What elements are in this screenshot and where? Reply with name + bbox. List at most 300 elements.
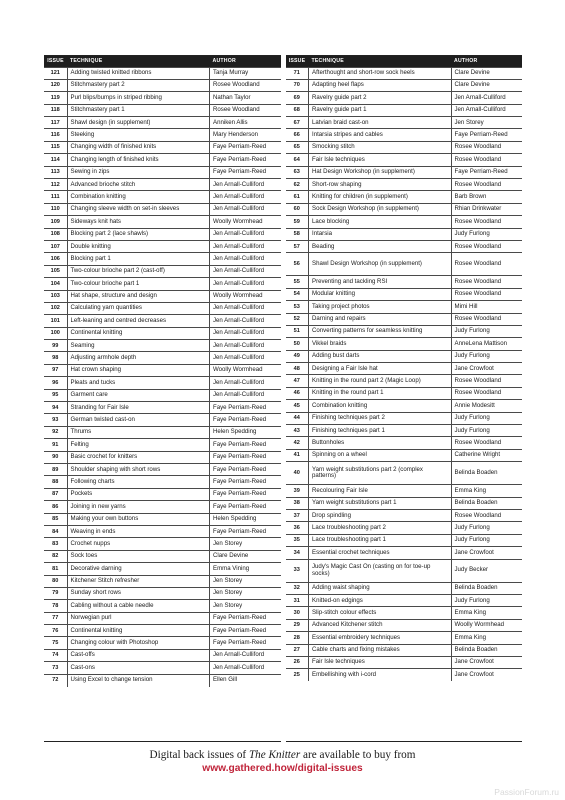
issue-number: 34	[286, 547, 309, 559]
issue-number: 58	[286, 228, 309, 240]
technique-name: Cabling without a cable needle	[67, 600, 210, 612]
issue-header: ISSUE	[288, 58, 306, 65]
table-row	[44, 364, 281, 376]
table-row	[286, 497, 523, 509]
technique-name: Modular knitting	[309, 288, 452, 300]
author-name: Nathan Taylor	[210, 92, 281, 104]
technique-name: Darning and repairs	[309, 313, 452, 325]
technique-name: Purl blips/bumps in striped ribbing	[67, 92, 210, 104]
table-row	[286, 338, 523, 350]
author-name: Judy Furlong	[451, 228, 522, 240]
table-row	[286, 117, 523, 129]
table-row	[286, 387, 523, 399]
right-table-body	[286, 67, 523, 681]
issue-number: 112	[44, 179, 67, 191]
technique-name: Intarsia	[309, 228, 452, 240]
technique-name: Intarsia stripes and cables	[309, 129, 452, 141]
author-name: Judy Becker	[451, 559, 522, 582]
table-row	[44, 104, 281, 116]
issue-number: 54	[286, 288, 309, 300]
author-name: Rosee Woodland	[451, 288, 522, 300]
technique-name: Left-leaning and centred decreases	[67, 315, 210, 327]
issue-number: 53	[286, 301, 309, 313]
issue-number: 77	[44, 612, 67, 624]
issue-number: 100	[44, 327, 67, 339]
author-name: Faye Perriam-Reed	[451, 129, 522, 141]
author-name: Faye Perriam-Reed	[210, 525, 281, 537]
table-row	[44, 253, 281, 265]
table-row	[286, 276, 523, 288]
author-name: Faye Perriam-Reed	[210, 402, 281, 414]
technique-index	[44, 55, 522, 742]
technique-name: Cast-ons	[67, 662, 210, 674]
technique-name: Continental knitting	[67, 327, 210, 339]
issue-number: 38	[286, 497, 309, 509]
table-row	[286, 412, 523, 424]
table-row	[44, 203, 281, 215]
table-row	[44, 488, 281, 500]
table-row	[44, 265, 281, 277]
issue-number: 73	[44, 662, 67, 674]
author-name: Jen Arnall-Culliford	[210, 179, 281, 191]
author-name: Jen Storey	[210, 587, 281, 599]
author-name: Rosee Woodland	[451, 387, 522, 399]
issue-number: 121	[44, 67, 67, 79]
footer-text-start: Digital back issues of	[149, 749, 249, 761]
author-header: AUTHOR	[454, 58, 478, 65]
issue-number: 40	[286, 462, 309, 485]
author-name: Woolly Wormhead	[451, 619, 522, 631]
table-row	[286, 400, 523, 412]
author-name: Rosee Woodland	[451, 375, 522, 387]
issue-number: 67	[286, 117, 309, 129]
table-row	[286, 449, 523, 461]
issue-number: 49	[286, 350, 309, 362]
technique-name: Finishing techniques part 1	[309, 425, 452, 437]
issue-number: 35	[286, 534, 309, 546]
technique-name: Pockets	[67, 488, 210, 500]
issue-number: 45	[286, 400, 309, 412]
author-name: Faye Perriam-Reed	[210, 464, 281, 476]
author-name: Jen Storey	[451, 117, 522, 129]
issue-number: 27	[286, 644, 309, 656]
table-row	[44, 649, 281, 661]
technique-name: Recolouring Fair Isle	[309, 485, 452, 497]
issue-number: 66	[286, 129, 309, 141]
author-name: Rosee Woodland	[451, 437, 522, 449]
technique-name: Sideways knit hats	[67, 216, 210, 228]
technique-name: Joining in new yarns	[67, 501, 210, 513]
author-name: Mimi Hill	[451, 301, 522, 313]
author-name: Jen Arnall-Culliford	[210, 352, 281, 364]
author-name: Woolly Wormhead	[210, 364, 281, 376]
technique-name: Shawl Design Workshop (in supplement)	[309, 253, 452, 276]
issue-number: 93	[44, 414, 67, 426]
issue-number: 92	[44, 426, 67, 438]
author-name: Emma King	[451, 485, 522, 497]
left-table	[44, 56, 281, 687]
table-row	[44, 377, 281, 389]
technique-name: Decorative darning	[67, 563, 210, 575]
table-row	[286, 632, 523, 644]
table-row	[286, 582, 523, 594]
author-name: Faye Perriam-Reed	[210, 637, 281, 649]
issue-number: 60	[286, 203, 309, 215]
back-issues-footer	[0, 749, 565, 774]
author-name: Jane Crowfoot	[451, 656, 522, 668]
table-row	[286, 325, 523, 337]
technique-name: Essential crochet techniques	[309, 547, 452, 559]
table-row	[44, 228, 281, 240]
technique-name: Latvian braid cast-on	[309, 117, 452, 129]
table-row	[44, 154, 281, 166]
issue-number: 41	[286, 449, 309, 461]
table-row	[286, 547, 523, 559]
table-row	[286, 510, 523, 522]
table-row	[44, 191, 281, 203]
issue-number: 26	[286, 656, 309, 668]
issue-number: 55	[286, 276, 309, 288]
table-row	[286, 301, 523, 313]
issue-number: 118	[44, 104, 67, 116]
technique-name: Adding waist shaping	[309, 582, 452, 594]
author-name: Emma King	[451, 607, 522, 619]
author-name: Tanja Murray	[210, 67, 281, 79]
author-name: Jen Arnall-Culliford	[210, 191, 281, 203]
issue-number: 61	[286, 191, 309, 203]
issue-number: 64	[286, 154, 309, 166]
author-name: Jen Arnall-Culliford	[451, 104, 522, 116]
table-row	[286, 92, 523, 104]
issue-number: 99	[44, 340, 67, 352]
technique-name: Steeking	[67, 129, 210, 141]
author-name: Jen Storey	[210, 600, 281, 612]
table-row	[44, 302, 281, 314]
issue-number: 91	[44, 439, 67, 451]
issue-number: 28	[286, 632, 309, 644]
issue-number: 115	[44, 141, 67, 153]
technique-name: Calculating yarn quantities	[67, 302, 210, 314]
technique-header: TECHNIQUE	[70, 58, 103, 65]
technique-name: Crochet nupps	[67, 538, 210, 550]
author-name: Jane Crowfoot	[451, 363, 522, 375]
issue-number: 74	[44, 649, 67, 661]
author-name: Rosee Woodland	[451, 216, 522, 228]
technique-name: Sock toes	[67, 550, 210, 562]
technique-name: Finishing techniques part 2	[309, 412, 452, 424]
technique-name: Cast-offs	[67, 649, 210, 661]
technique-name: Lace troubleshooting part 2	[309, 522, 452, 534]
issue-number: 94	[44, 402, 67, 414]
technique-name: Preventing and tackling RSI	[309, 276, 452, 288]
author-name: Jen Arnall-Culliford	[210, 278, 281, 290]
technique-name: Combination knitting	[309, 400, 452, 412]
table-header	[44, 56, 281, 67]
table-row	[44, 550, 281, 562]
issue-number: 68	[286, 104, 309, 116]
author-name: Rosee Woodland	[451, 276, 522, 288]
digital-issues-link[interactable]: www.gathered.how/digital-issues	[202, 763, 363, 774]
author-name: Catherine Wright	[451, 449, 522, 461]
table-row	[286, 253, 523, 276]
issue-number: 95	[44, 389, 67, 401]
author-name: AnneLena Mattison	[451, 338, 522, 350]
author-name: Jen Arnall-Culliford	[210, 327, 281, 339]
table-row	[44, 525, 281, 537]
author-name: Barb Brown	[451, 191, 522, 203]
table-row	[44, 513, 281, 525]
table-row	[286, 129, 523, 141]
technique-name: Lace blocking	[309, 216, 452, 228]
author-name: Faye Perriam-Reed	[210, 488, 281, 500]
technique-name: Spinning on a wheel	[309, 449, 452, 461]
table-row	[44, 612, 281, 624]
table-row	[286, 594, 523, 606]
issue-number: 25	[286, 669, 309, 681]
author-name: Jen Arnall-Culliford	[451, 92, 522, 104]
technique-name: Stitchmastery part 2	[67, 79, 210, 91]
author-name: Emma Vining	[210, 563, 281, 575]
table-row	[286, 104, 523, 116]
author-name: Woolly Wormhead	[210, 290, 281, 302]
issue-number: 101	[44, 315, 67, 327]
technique-name: Double knitting	[67, 240, 210, 252]
issue-number: 78	[44, 600, 67, 612]
technique-name: Adapting heel flaps	[309, 79, 452, 91]
issue-number: 42	[286, 437, 309, 449]
author-name: Faye Perriam-Reed	[210, 141, 281, 153]
technique-name: Vikkel braids	[309, 338, 452, 350]
issue-number: 84	[44, 525, 67, 537]
technique-name: Two-colour brioche part 1	[67, 278, 210, 290]
technique-name: Advanced Kitchener stitch	[309, 619, 452, 631]
table-row	[286, 437, 523, 449]
issue-number: 90	[44, 451, 67, 463]
author-name: Clare Devine	[210, 550, 281, 562]
table-row	[286, 363, 523, 375]
footer-text-end: are available to buy from	[300, 749, 416, 761]
technique-name: Blocking part 1	[67, 253, 210, 265]
author-name: Judy Furlong	[451, 350, 522, 362]
issue-number: 119	[44, 92, 67, 104]
technique-name: Stitchmastery part 1	[67, 104, 210, 116]
table-header	[286, 56, 523, 67]
table-row	[44, 464, 281, 476]
issue-number: 114	[44, 154, 67, 166]
table-row	[286, 607, 523, 619]
issue-number: 104	[44, 278, 67, 290]
issue-number: 30	[286, 607, 309, 619]
table-row	[286, 534, 523, 546]
technique-name: Seaming	[67, 340, 210, 352]
table-row	[44, 625, 281, 637]
table-row	[44, 402, 281, 414]
technique-name: Smocking stitch	[309, 141, 452, 153]
issue-number: 117	[44, 117, 67, 129]
issue-number: 86	[44, 501, 67, 513]
issue-number: 51	[286, 325, 309, 337]
author-name: Rosee Woodland	[451, 141, 522, 153]
issue-number: 70	[286, 79, 309, 91]
technique-name: Combination knitting	[67, 191, 210, 203]
technique-name: Slip-stitch colour effects	[309, 607, 452, 619]
technique-name: Hat Design Workshop (in supplement)	[309, 166, 452, 178]
table-row	[44, 166, 281, 178]
table-row	[44, 587, 281, 599]
table-row	[286, 313, 523, 325]
author-name: Faye Perriam-Reed	[210, 166, 281, 178]
author-name: Jen Arnall-Culliford	[210, 203, 281, 215]
author-name: Annie Modesitt	[451, 400, 522, 412]
issue-number: 105	[44, 265, 67, 277]
table-row	[44, 278, 281, 290]
issue-number: 69	[286, 92, 309, 104]
technique-name: Changing sleeve width on set-in sleeves	[67, 203, 210, 215]
table-row	[44, 439, 281, 451]
issue-number: 97	[44, 364, 67, 376]
author-name: Rosee Woodland	[210, 79, 281, 91]
author-name: Helen Spedding	[210, 513, 281, 525]
technique-name: Sewing in zips	[67, 166, 210, 178]
issue-number: 57	[286, 240, 309, 252]
left-table-body	[44, 67, 281, 687]
technique-name: Short-row shaping	[309, 179, 452, 191]
author-name: Judy Furlong	[451, 522, 522, 534]
issue-number: 36	[286, 522, 309, 534]
table-row	[44, 414, 281, 426]
technique-name: Making your own buttons	[67, 513, 210, 525]
watermark: PassionForum.ru	[494, 787, 559, 797]
table-row	[286, 166, 523, 178]
issue-number: 79	[44, 587, 67, 599]
technique-name: Shawl design (in supplement)	[67, 117, 210, 129]
technique-name: Sunday short rows	[67, 587, 210, 599]
table-row	[44, 290, 281, 302]
table-row	[286, 350, 523, 362]
technique-name: Advanced brioche stitch	[67, 179, 210, 191]
author-name: Clare Devine	[451, 79, 522, 91]
technique-name: Yarn weight substitutions part 1	[309, 497, 452, 509]
issue-number: 96	[44, 377, 67, 389]
table-row	[44, 141, 281, 153]
table-row	[286, 154, 523, 166]
author-name: Rhian Drinkwater	[451, 203, 522, 215]
table-row	[44, 79, 281, 91]
author-name: Jen Arnall-Culliford	[210, 265, 281, 277]
issue-number: 107	[44, 240, 67, 252]
author-name: Rosee Woodland	[451, 179, 522, 191]
issue-number: 72	[44, 674, 67, 686]
technique-name: Pleats and tucks	[67, 377, 210, 389]
table-row	[286, 644, 523, 656]
issue-number: 56	[286, 253, 309, 276]
table-row	[286, 522, 523, 534]
author-name: Rosee Woodland	[451, 313, 522, 325]
issue-number: 88	[44, 476, 67, 488]
author-name: Belinda Boaden	[451, 462, 522, 485]
author-name: Judy Furlong	[451, 534, 522, 546]
technique-name: Knitted-on edgings	[309, 594, 452, 606]
technique-name: Sock Design Workshop (in supplement)	[309, 203, 452, 215]
technique-name: Afterthought and short-row sock heels	[309, 67, 452, 79]
author-name: Rosee Woodland	[210, 104, 281, 116]
author-name: Rosee Woodland	[451, 253, 522, 276]
table-row	[286, 191, 523, 203]
author-name: Faye Perriam-Reed	[451, 166, 522, 178]
author-name: Faye Perriam-Reed	[210, 612, 281, 624]
technique-name: Cable charts and fixing mistakes	[309, 644, 452, 656]
technique-name: Knitting in the round part 1	[309, 387, 452, 399]
author-name: Woolly Wormhead	[210, 216, 281, 228]
author-name: Rosee Woodland	[451, 510, 522, 522]
table-row	[286, 559, 523, 582]
technique-name: Designing a Fair Isle hat	[309, 363, 452, 375]
technique-name: Garment care	[67, 389, 210, 401]
issue-number: 120	[44, 79, 67, 91]
author-name: Jen Arnall-Culliford	[210, 389, 281, 401]
table-row	[44, 340, 281, 352]
table-row	[286, 216, 523, 228]
table-row	[286, 288, 523, 300]
author-name: Faye Perriam-Reed	[210, 414, 281, 426]
table-row	[44, 575, 281, 587]
issue-number: 65	[286, 141, 309, 153]
author-name: Judy Furlong	[451, 412, 522, 424]
table-row	[286, 375, 523, 387]
issue-number: 82	[44, 550, 67, 562]
issue-number: 116	[44, 129, 67, 141]
table-row	[44, 501, 281, 513]
issue-number: 48	[286, 363, 309, 375]
author-name: Jane Crowfoot	[451, 547, 522, 559]
table-row	[286, 462, 523, 485]
technique-name: Basic crochet for knitters	[67, 451, 210, 463]
author-name: Rosee Woodland	[451, 154, 522, 166]
author-name: Faye Perriam-Reed	[210, 154, 281, 166]
issue-number: 106	[44, 253, 67, 265]
table-row	[286, 141, 523, 153]
technique-name: Norwegian purl	[67, 612, 210, 624]
issue-number: 110	[44, 203, 67, 215]
technique-name: Fair Isle techniques	[309, 656, 452, 668]
table-row	[44, 662, 281, 674]
table-row	[286, 79, 523, 91]
table-row	[44, 117, 281, 129]
table-row	[44, 179, 281, 191]
technique-name: Yarn weight substitutions part 2 (complex patterns)	[309, 462, 452, 485]
table-row	[44, 389, 281, 401]
technique-name: Felting	[67, 439, 210, 451]
technique-name: Thrums	[67, 426, 210, 438]
technique-name: Stranding for Fair Isle	[67, 402, 210, 414]
author-name: Jen Arnall-Culliford	[210, 302, 281, 314]
table-row	[44, 674, 281, 686]
issue-number: 62	[286, 179, 309, 191]
technique-header: TECHNIQUE	[311, 58, 344, 65]
table-row	[286, 669, 523, 681]
technique-name: Beading	[309, 240, 452, 252]
issue-number: 109	[44, 216, 67, 228]
issue-number: 71	[286, 67, 309, 79]
issue-number: 39	[286, 485, 309, 497]
author-name: Jen Arnall-Culliford	[210, 649, 281, 661]
author-name: Jen Arnall-Culliford	[210, 315, 281, 327]
author-name: Judy Furlong	[451, 325, 522, 337]
author-name: Mary Henderson	[210, 129, 281, 141]
table-row	[286, 656, 523, 668]
technique-name: Hat crown shaping	[67, 364, 210, 376]
technique-name: Kitchener Stitch refresher	[67, 575, 210, 587]
